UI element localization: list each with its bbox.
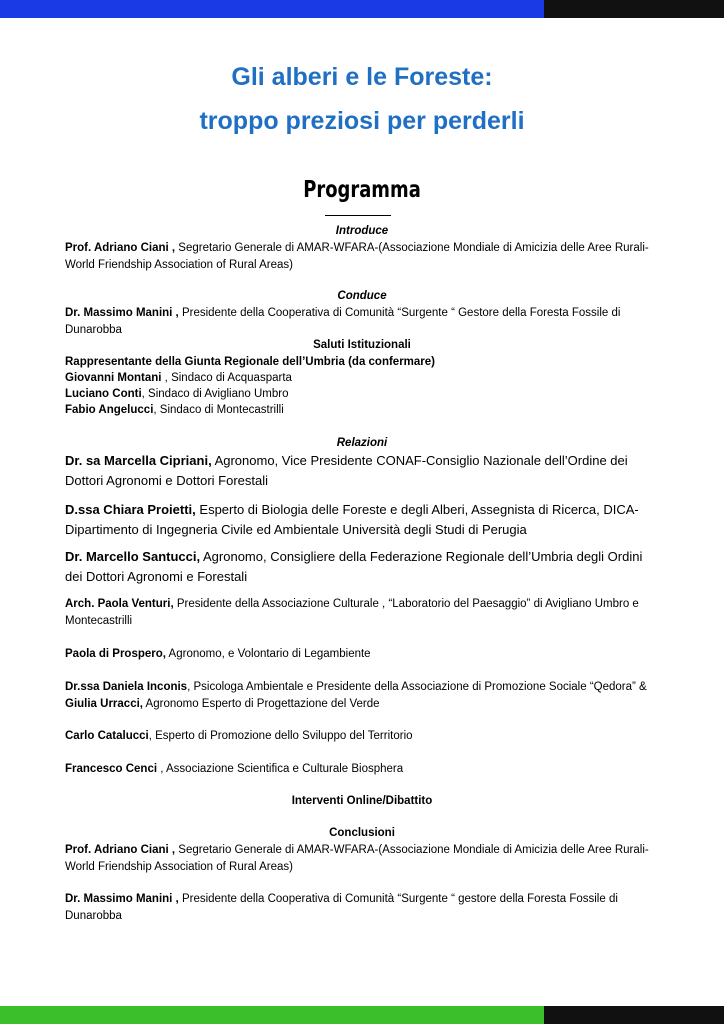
relazioni-label: Relazioni xyxy=(336,437,388,449)
speaker-role: , Psicologa Ambientale e Presidente della Associazione di Promozione Sociale “Qedora” & xyxy=(187,681,647,693)
introduce-label: Introduce xyxy=(335,225,389,237)
speaker-name: Luciano Conti xyxy=(65,388,142,400)
saluti-item xyxy=(65,403,284,418)
speaker-name: Carlo Catalucci xyxy=(65,730,149,742)
speaker-name: Prof. Adriano Ciani , xyxy=(65,844,176,856)
relazione-item xyxy=(65,679,655,712)
relazione-item xyxy=(65,596,655,629)
conclusione-item xyxy=(65,891,655,924)
speaker-role: , Sindaco di Acquasparta xyxy=(161,372,292,384)
speaker-name: Rappresentante della Giunta Regionale dell’Umbria (da confermare) xyxy=(65,356,436,368)
speaker-name: Giulia Urracci, xyxy=(65,697,143,710)
introduce-paragraph xyxy=(65,240,655,273)
speaker-role: , Sindaco di Avigliano Umbro xyxy=(141,388,289,400)
speaker-name: Arch. Paola Venturi, xyxy=(65,598,174,610)
speaker-role: Agronomo, e Volontario di Legambiente xyxy=(165,648,371,660)
interventi-label: Interventi Online/Dibattito xyxy=(291,795,433,807)
speaker-role: Presidente della Associazione Culturale , “Laboratorio del Paesaggio” di Avigliano Umbro e Montecastrilli xyxy=(65,598,639,627)
speaker-role: Presidente della Cooperativa di Comunità “Surgente “ gestore della Foresta Fossile di Dunarobba xyxy=(65,893,618,922)
relazione-item xyxy=(65,646,655,663)
speaker-name: Dr. Marcello Santucci, xyxy=(65,549,201,564)
speaker-role: Agronomo, Vice Presidente CONAF-Consiglio Nazionale dell’Ordine dei Dottori Agronomi e Dottori Forestali xyxy=(65,453,628,488)
speaker-name: D.ssa Chiara Proietti, xyxy=(65,502,196,517)
speaker-name: Paola di Prospero, xyxy=(65,648,166,660)
speaker-role: Agronomo, Consigliere della Federazione Regionale dell’Umbria degli Ordini dei Dottori Agronomi e Forestali xyxy=(65,549,643,584)
speaker-role: Agronomo Esperto di Progettazione del Verde xyxy=(142,697,380,710)
bottom-color-bar xyxy=(0,1006,724,1024)
speaker-name: Prof. Adriano Ciani , xyxy=(65,242,176,254)
top-color-bar xyxy=(0,0,724,18)
speaker-name: Dr. Massimo Manini , xyxy=(65,307,179,319)
speaker-role: Esperto di Biologia delle Foreste e degli Alberi, Assegnista di Ricerca, DICA-Dipartimento di Ingegneria Civile ed Ambientale Università degli Studi di Perugia xyxy=(65,502,639,537)
heading-underline xyxy=(325,215,391,216)
speaker-name: Fabio Angelucci xyxy=(65,404,154,416)
conduce-label: Conduce xyxy=(337,290,387,302)
page-title-line-2: troppo preziosi per perderli xyxy=(199,107,525,135)
speaker-role: Segretario Generale di AMAR-WFARA-(Associazione Mondiale di Amicizia delle Aree Rurali-World Friendship Association of Rural Areas) xyxy=(65,844,649,873)
top-bar-black-segment xyxy=(544,0,724,18)
speaker-name: Giovanni Montani xyxy=(65,372,162,384)
programma-heading: Programma xyxy=(303,177,421,203)
speaker-role: , Sindaco di Montecastrilli xyxy=(153,404,284,416)
bottom-bar-green-segment xyxy=(0,1006,544,1024)
relazione-item xyxy=(65,547,655,587)
relazione-item xyxy=(65,500,655,540)
conclusioni-label: Conclusioni xyxy=(329,827,395,839)
speaker-name: Francesco Cenci xyxy=(65,763,158,775)
speaker-role: , Associazione Scientifica e Culturale Biosphera xyxy=(157,763,404,775)
page-title-line-1: Gli alberi e le Foreste: xyxy=(231,63,493,91)
conclusione-item xyxy=(65,842,655,875)
saluti-label: Saluti Istituzionali xyxy=(313,339,411,351)
speaker-name: Dr. sa Marcella Cipriani, xyxy=(65,453,212,468)
relazione-item xyxy=(65,728,655,745)
bottom-bar-black-segment xyxy=(544,1006,724,1024)
conduce-paragraph xyxy=(65,305,655,338)
speaker-name: Dr.ssa Daniela Inconis xyxy=(65,681,188,693)
speaker-role: Segretario Generale di AMAR-WFARA-(Associazione Mondiale di Amicizia delle Aree Rurali-World Friendship Association of Rural Areas) xyxy=(65,242,649,271)
speaker-name: Dr. Massimo Manini , xyxy=(65,893,179,905)
saluti-item xyxy=(65,387,289,402)
speaker-role: Presidente della Cooperativa di Comunità “Surgente “ Gestore della Foresta Fossile di Dunarobba xyxy=(65,307,621,336)
speaker-role: , Esperto di Promozione dello Sviluppo del Territorio xyxy=(148,730,413,742)
relazione-item xyxy=(65,451,655,491)
saluti-item xyxy=(65,371,292,386)
relazione-item xyxy=(65,761,655,778)
top-bar-blue-segment xyxy=(0,0,544,18)
saluti-item xyxy=(65,355,435,370)
